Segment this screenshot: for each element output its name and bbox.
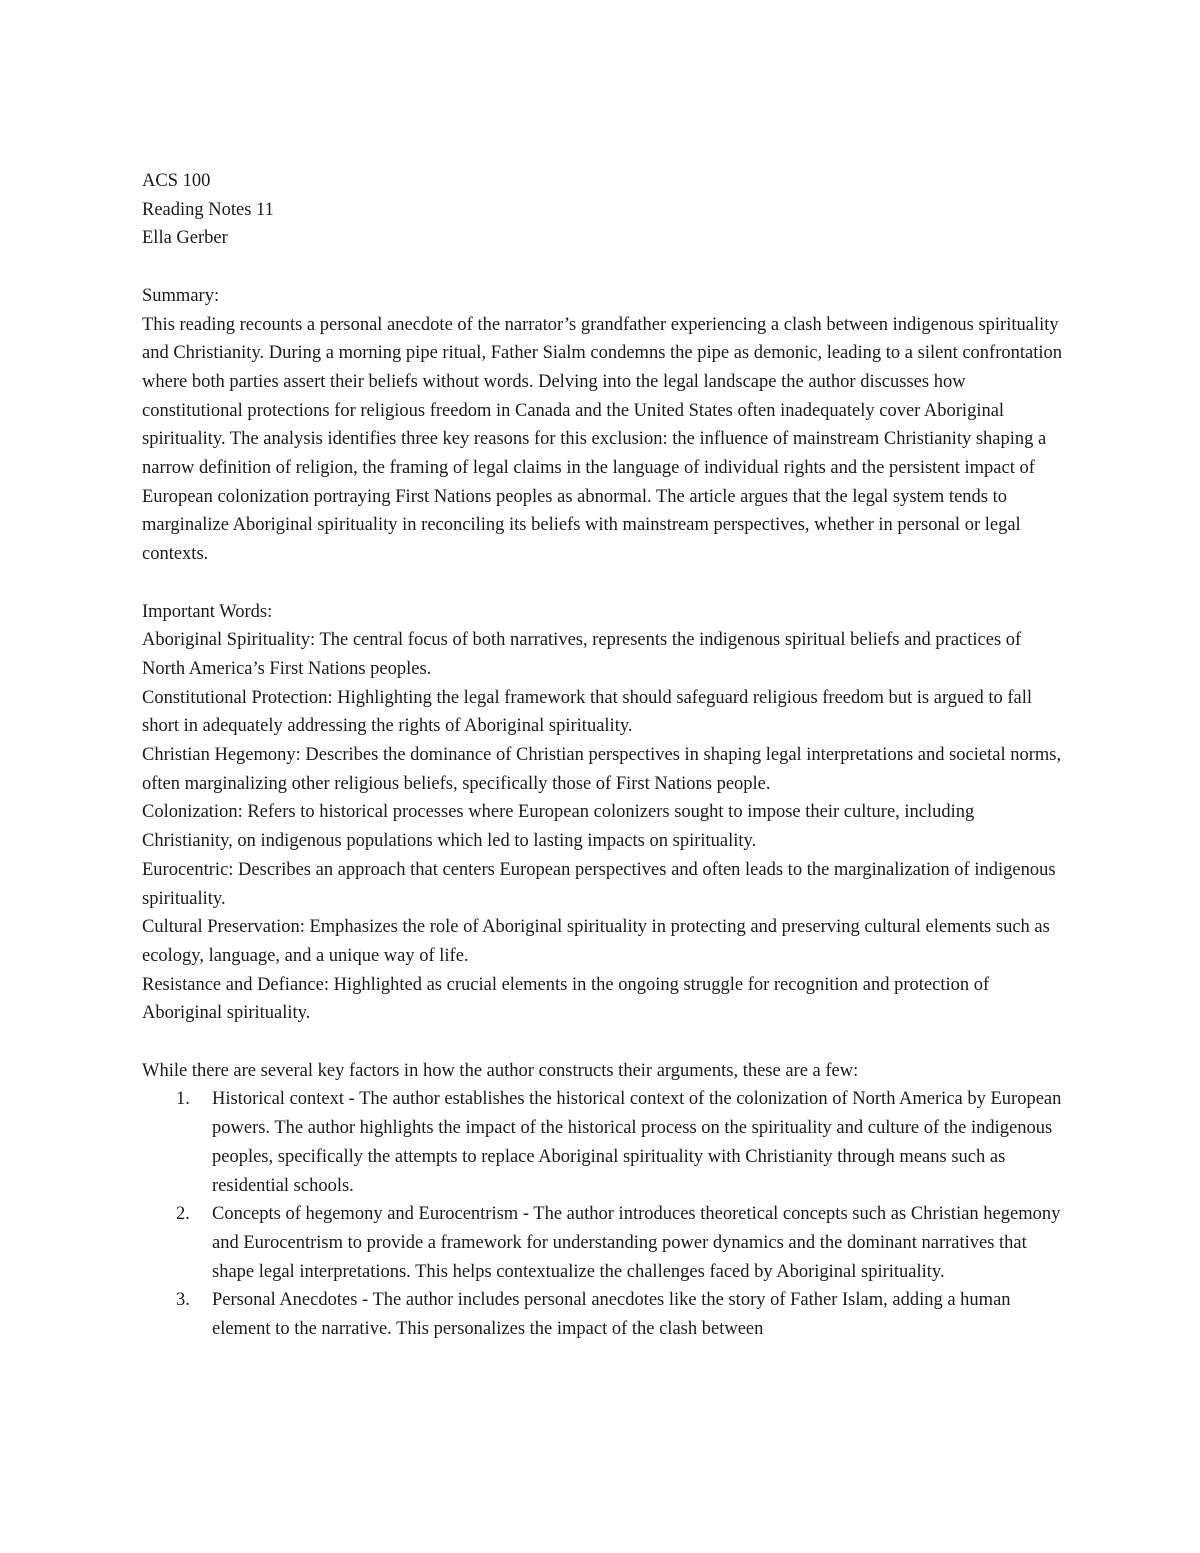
list-number: 2.	[176, 1204, 190, 1225]
list-number: 1.	[176, 1089, 190, 1110]
spacer	[142, 253, 1067, 282]
summary-paragraph: This reading recounts a personal anecdote of the narrator’s grandfather experiencing a clash between indigenous spirituality and Christianity. During a morning pipe ritual, Father Sialm condemns the pipe as demonic, leading to a silent confrontation where both parties assert their beliefs without words. Delving into the legal landscape the author discusses how constitutional protections for religious freedom in Canada and the United States often inadequately cover Aboriginal spirituality. The analysis identifies three key reasons for this exclusion: the influence of mainstream Christianity shaping a narrow definition of religion, the framing of legal claims in the language of individual rights and the persistent impact of European colonization portraying First Nations peoples as abnormal. The article argues that the legal system tends to marginalize Aboriginal spirituality in reconciling its beliefs with mainstream perspectives, whether in personal or legal contexts.	[142, 314, 1063, 565]
list-item	[142, 1200, 1067, 1286]
author-name: Ella Gerber	[142, 228, 228, 249]
list-number: 3.	[176, 1290, 190, 1311]
spacer	[142, 1028, 1067, 1057]
list-item-text: Historical context - The author establishes the historical context of the colonization of North America by European powers. The author highlights the impact of the historical process on the spirituality and culture of the indigenous peoples, specifically the attempts to replace Aboriginal spirituality with Christianity through means such as residential schools.	[212, 1089, 1062, 1196]
document-body	[142, 167, 1067, 1344]
list-item	[142, 1085, 1067, 1200]
term-eurocentric: Eurocentric: Describes an approach that centers European perspectives and often leads to the marginalization of indigenous spirituality.	[142, 859, 1056, 909]
term-colonization: Colonization: Refers to historical processes where European colonizers sought to impose their culture, including Christianity, on indigenous populations which led to lasting impacts on spirituality.	[142, 802, 975, 852]
course-code: ACS 100	[142, 171, 211, 191]
term-resistance-and-defiance: Resistance and Defiance: Highlighted as crucial elements in the ongoing struggle for recognition and protection of Aboriginal spirituality.	[142, 974, 990, 1024]
term-christian-hegemony: Christian Hegemony: Describes the dominance of Christian perspectives in shaping legal interpretations and societal norms, often marginalizing other religious beliefs, specifically those of First Nations people.	[142, 745, 1062, 794]
list-item-text: Personal Anecdotes - The author includes personal anecdotes like the story of Father Islam, adding a human element to the narrative. This personalizes the impact of the clash between	[212, 1290, 1011, 1340]
important-words-heading: Important Words:	[142, 601, 273, 622]
summary-heading: Summary:	[142, 285, 220, 306]
factors-list	[142, 1085, 1067, 1343]
list-item	[142, 1286, 1067, 1343]
spacer	[142, 569, 1067, 598]
term-constitutional-protection: Constitutional Protection: Highlighting the legal framework that should safeguard religious freedom but is argued to fall short in adequately addressing the rights of Aboriginal spirituality.	[142, 687, 1033, 737]
term-aboriginal-spirituality: Aboriginal Spirituality: The central focus of both narratives, represents the indigenous spiritual beliefs and practices of North America’s First Nations peoples.	[142, 630, 1022, 679]
term-cultural-preservation: Cultural Preservation: Emphasizes the role of Aboriginal spirituality in protecting and preserving cultural elements such as ecology, language, and a unique way of life.	[142, 917, 1050, 966]
document-title: Reading Notes 11	[142, 199, 274, 220]
list-item-text: Concepts of hegemony and Eurocentrism - The author introduces theoretical concepts such as Christian hegemony and Eurocentrism to provide a framework for understanding power dynamics and the dominant narratives that shape legal interpretations. This helps contextualize the challenges faced by Aboriginal spirituality.	[212, 1204, 1061, 1282]
factors-intro: While there are several key factors in how the author constructs their arguments, these are a few:	[142, 1060, 859, 1081]
